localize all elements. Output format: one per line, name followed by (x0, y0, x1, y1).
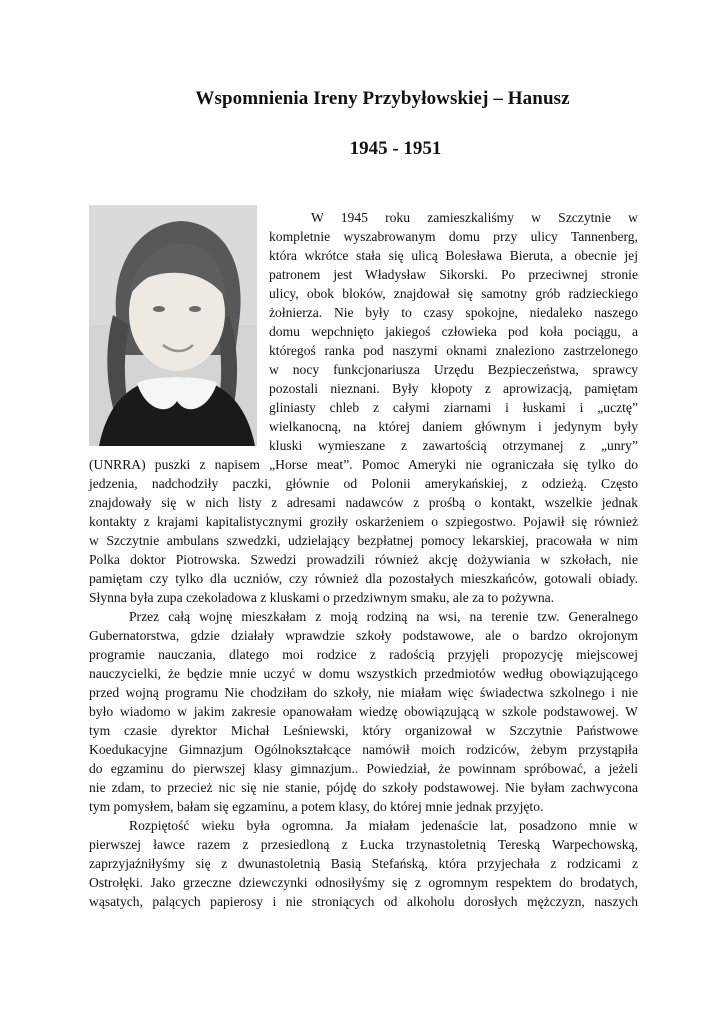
text-line: tym pomysłem, bałam się egzaminu, a potem klasy, do której mnie jednak przyjęto. (89, 799, 544, 814)
text-line: przed wojną programu Nie chodziłam do szkoły, nie miałam więc świadectwa szkolnego i nie (89, 685, 638, 700)
text-line: pamiętam czy tylko dla uczniów, czy również dla pozostałych mieszkańców, gotowali obiady. (89, 571, 638, 586)
text-line: wąsatych, palących papierosy i nie stroniących od alkoholu dorosłych mężczyzn, naszych (89, 894, 638, 909)
text-line: Koedukacyjne Gimnazjum Ogólnokształcące namówił moich rodziców, żebym przystąpiła (89, 742, 638, 757)
text-line: gliniasty chleb z całymi ziarnami i łuskami i „ucztę” (269, 400, 638, 415)
text-line: zaprzyjaźniłyśmy się z dwunastoletnią Basią Stefańską, która przyjechała z rodzicami z (89, 856, 638, 871)
text-line: ulicy, obok bloków, znajdował się samotny grób radzieckiego (269, 286, 638, 301)
text-line: W 1945 roku zamieszkaliśmy w Szczytnie w (311, 210, 638, 225)
text-line: nie zdam, to przecież nic się nie stanie, pójdę do szkoły podstawowej. Nie byłam zachwycona (89, 780, 638, 795)
text-line: pozostali nieznani. Były kłopoty z aprowizacją, pamiętam (269, 381, 638, 396)
document-title: Wspomnienia Ireny Przybyłowskiej – Hanusz (195, 88, 570, 109)
text-line: kontakty z krajami kapitalistycznymi groziły oskarżeniem o szpiegostwo. Pojawił się również (89, 514, 638, 529)
document-years: 1945 - 1951 (349, 138, 442, 159)
text-line: Słynna była zupa czekoladowa z kluskami o przedziwnym smaku, ale za to pożywna. (89, 590, 555, 605)
text-line: któregoś ranka pod naszymi oknami znaleziono zastrzelonego (269, 343, 638, 358)
text-line: jedzenia, nadchodziły paczki, głównie od Polonii amerykańskiej, z odzieżą. Często (89, 476, 638, 491)
text-line: pierwszej ławce razem z przesiedloną z Łucka trzynastoletnią Tereską Warpechowską, (89, 837, 638, 852)
text-line: do egzaminu do pierwszej klasy gimnazjum.. Powiedział, że powinnam spróbować, a jeżeli (89, 761, 638, 776)
text-line: (UNRRA) puszki z napisem „Horse meat”. Pomoc Ameryki nie ograniczała się tylko do (89, 457, 638, 472)
text-line: Rozpiętość wieku była ogromna. Ja miałam jedenaście lat, posadzono mnie w (129, 818, 638, 833)
text-line: Polka doktor Piotrowska. Szwedzi prowadzili również akcję dożywiania w szkołach, nie (89, 552, 638, 567)
text-line: kluski wymieszane z zawartością otrzymanej z „unry” (269, 438, 638, 453)
portrait-photo (89, 205, 257, 446)
text-line: programie nauczania, dlatego moi rodzice z radością przyjęli propozycję miejscowej (89, 647, 638, 662)
text-line: w Szczytnie ambulans szwedzki, udzielający bezpłatnej pomocy lekarskiej, pracowała w nim (89, 533, 638, 548)
text-line: domu wepchnięto jakiegoś człowieka pod koła pociągu, a (269, 324, 638, 339)
text-line: tym czasie dyrektor Michał Leśniewski, który organizował w Szczytnie Państwowe (89, 723, 638, 738)
text-line: która wkrótce stała się ulicą Bolesława Bieruta, a obecnie jej (269, 248, 638, 263)
text-line: znajdowały się w nich listy z adresami nadawców z prośbą o kontakt, wszelkie jednak (89, 495, 638, 510)
text-line: w nocy funkcjonariusza Urzędu Bezpieczeństwa, sprawcy (269, 362, 638, 377)
text-line: Przez całą wojnę mieszkałam z moją rodziną na wsi, na terenie tzw. Generalnego (129, 609, 638, 624)
text-line: żołnierza. Nie były to czasy spokojne, niedaleko naszego (269, 305, 638, 320)
text-line: kompletnie wyszabrowanym domu przy ulicy Tannenberg, (269, 229, 638, 244)
text-line: Ostrołęki. Jako grzeczne dziewczynki odnosiłyśmy się z ogromnym respektem do brodatych, (89, 875, 638, 890)
text-line: nauczycielki, że będzie mnie uczyć w domu wszystkich przedmiotów według obowiązującego (89, 666, 638, 681)
text-line: wielkanocną, na której daniem głównym i jedynym były (269, 419, 638, 434)
text-line: było wiadomo w jakim zakresie opanowałam wiedzę obowiązującą w szkole podstawowej. W (89, 704, 638, 719)
text-line: patronem jest Władysław Sikorski. Po przeciwnej stronie (269, 267, 638, 282)
text-line: Gubernatorstwa, gdzie działały wprawdzie szkoły podstawowe, ale o bardzo okrojonym (89, 628, 638, 643)
